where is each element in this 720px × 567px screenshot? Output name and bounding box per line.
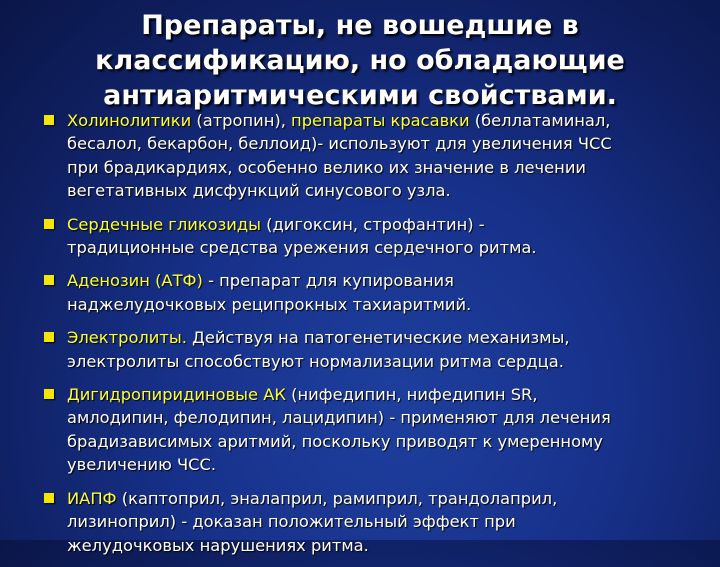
item-line: бесалол, бекарбон, беллоид)- используют для увеличения ЧСС — [67, 134, 612, 154]
item-line: наджелудочковых реципрокных тахиаритмий. — [67, 294, 472, 314]
highlight-term: ИАПФ — [67, 488, 117, 508]
highlight-term: Электролиты. — [67, 328, 187, 348]
list-item-electrolytes — [44, 326, 694, 373]
item-line — [67, 269, 694, 292]
item-text: (атропин), — [191, 111, 292, 130]
item-line: вегетативных дисфункций синусового узла. — [67, 181, 451, 201]
square-bullet-icon — [44, 332, 54, 342]
title-line-1: Препараты, не вошедшие в — [141, 10, 579, 41]
item-line: электролиты способствуют нормализации ритма сердца. — [67, 351, 564, 371]
square-bullet-icon — [44, 275, 54, 285]
item-text: (беллатаминал, — [469, 111, 611, 130]
highlight-term: Холинолитики — [67, 111, 192, 130]
item-line: увеличению ЧСС. — [67, 455, 217, 475]
list-item-dihydropyridines — [44, 383, 694, 477]
item-line: лизиноприл) - доказан положительный эффект при — [67, 512, 516, 532]
square-bullet-icon — [44, 389, 54, 399]
item-line — [67, 109, 694, 132]
item-line — [67, 383, 694, 406]
item-text: - препарат для купирования — [202, 271, 454, 291]
bullet-list — [44, 109, 694, 567]
list-item-cardiac-glycosides — [44, 213, 694, 260]
list-item-ace-inhibitors — [44, 487, 694, 557]
item-text: (нифедипин, нифедипин SR, — [285, 385, 538, 405]
item-line: амлодипин, фелодипин, лацидипин) - применяют для лечения — [67, 408, 611, 428]
title-line-2: классификацию, но обладающие — [95, 45, 625, 76]
slide-title — [40, 8, 680, 113]
title-line-3: антиаритмическими свойствами. — [103, 80, 617, 111]
item-line — [67, 487, 694, 510]
item-line — [67, 213, 694, 236]
list-item-adenosine — [44, 269, 694, 316]
item-text: (дигоксин, строфантин) - — [261, 214, 485, 234]
item-line: брадизависимых аритмий, поскольку приводят к умеренному — [67, 431, 603, 451]
item-line — [67, 326, 694, 349]
highlight-term: Аденозин (АТФ) — [67, 271, 203, 291]
item-line: желудочковых нарушениях ритма. — [67, 535, 369, 555]
item-text: (каптоприл, эналаприл, рамиприл, трандолаприл, — [116, 488, 558, 508]
item-line: традиционные средства урежения сердечного ритма. — [67, 238, 537, 258]
highlight-term: препараты красавки — [291, 111, 470, 130]
highlight-term: Дигидропиридиновые АК — [67, 385, 286, 405]
list-item-anticholinergics — [44, 109, 694, 203]
item-text: Действуя на патогенетические механизмы, — [186, 328, 570, 348]
highlight-term: Сердечные гликозиды — [67, 214, 261, 234]
square-bullet-icon — [44, 493, 54, 503]
square-bullet-icon — [44, 219, 54, 229]
item-line: при брадикардиях, особенно велико их значение в лечении — [67, 157, 586, 177]
square-bullet-icon — [44, 115, 54, 125]
